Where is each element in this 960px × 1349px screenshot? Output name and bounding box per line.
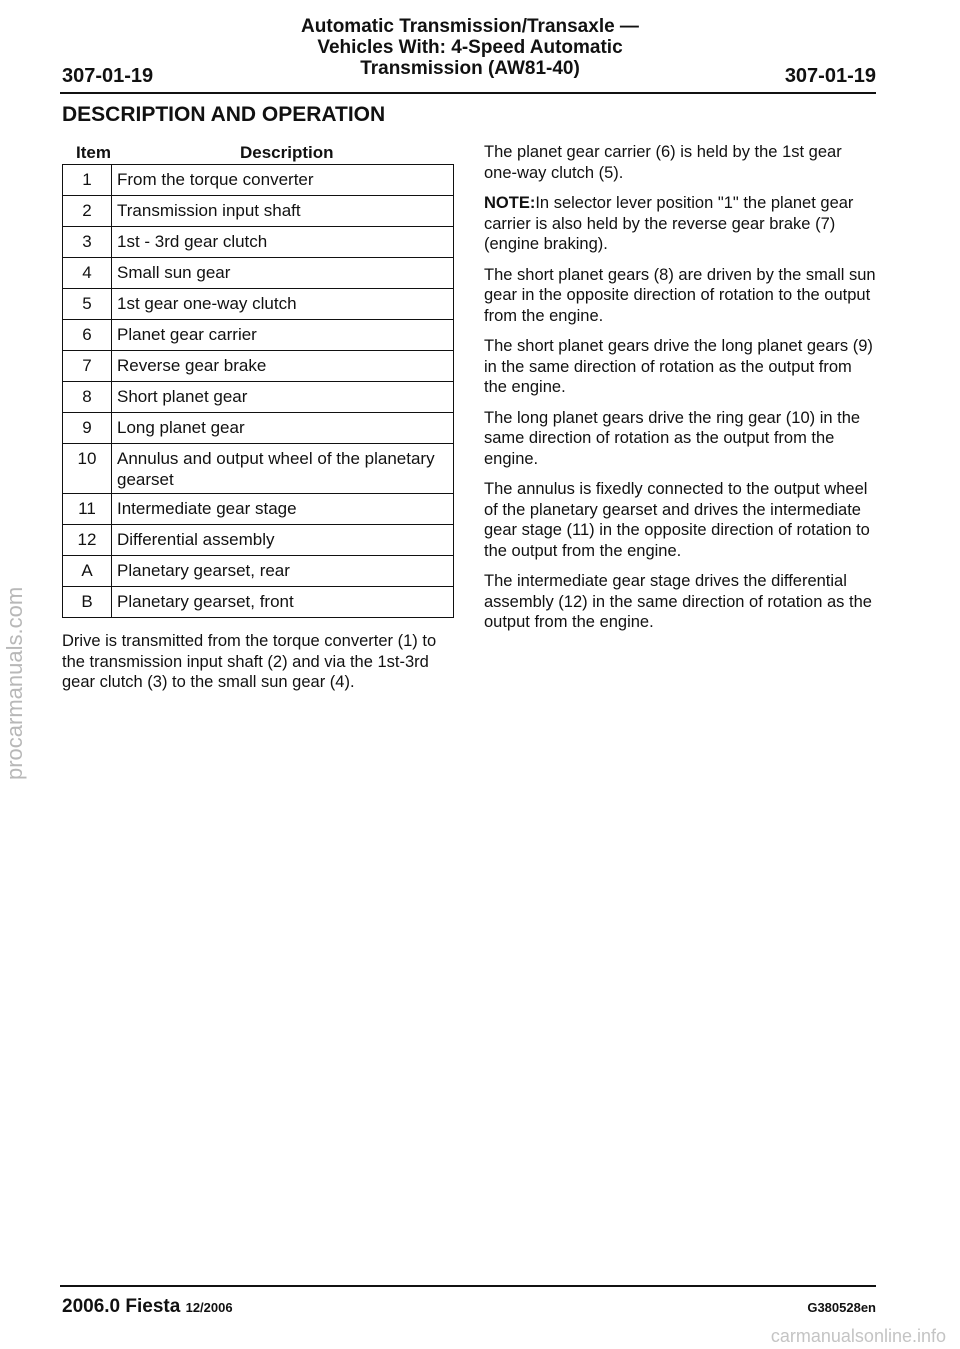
table-row bbox=[63, 227, 454, 258]
column-header-item: Item bbox=[76, 143, 111, 162]
title-line-3: Transmission (AW81-40) bbox=[360, 58, 580, 79]
item-description: Small sun gear bbox=[112, 258, 454, 289]
paragraph: The planet gear carrier (6) is held by the 1st gear one-way clutch (5). bbox=[484, 143, 842, 182]
item-number: B bbox=[63, 587, 112, 618]
right-column-text bbox=[484, 142, 876, 643]
item-number: 11 bbox=[63, 494, 112, 525]
table-row bbox=[63, 525, 454, 556]
item-description: Reverse gear brake bbox=[112, 351, 454, 382]
item-description: 1st gear one-way clutch bbox=[112, 289, 454, 320]
item-description: Short planet gear bbox=[112, 382, 454, 413]
title-line-1: Automatic Transmission/Transaxle — bbox=[301, 16, 639, 37]
table-row bbox=[63, 413, 454, 444]
table-row bbox=[63, 196, 454, 227]
item-description: From the torque converter bbox=[112, 165, 454, 196]
paragraph: The long planet gears drive the ring gear (10) in the same direction of rotation as the output from the engine. bbox=[484, 408, 861, 468]
footer-date: 12/2006 bbox=[185, 1300, 233, 1315]
header-divider bbox=[60, 92, 876, 94]
note-text: In selector lever position "1" the planet gear carrier is also held by the reverse gear brake (7) (engine braking). bbox=[484, 194, 854, 253]
drive-description-paragraph: Drive is transmitted from the torque converter (1) to the transmission input shaft (2) and via the 1st-3rd gear clutch (3) to the small sun gear (4). bbox=[62, 632, 437, 691]
table-row bbox=[63, 289, 454, 320]
item-description: Differential assembly bbox=[112, 525, 454, 556]
item-number: 7 bbox=[63, 351, 112, 382]
table-row bbox=[63, 382, 454, 413]
item-description: Transmission input shaft bbox=[112, 196, 454, 227]
paragraph: The intermediate gear stage drives the differential assembly (12) in the same direction of rotation as the output from the engine. bbox=[484, 572, 872, 631]
item-number: 10 bbox=[63, 444, 112, 494]
items-table bbox=[62, 164, 454, 618]
paragraph: The annulus is fixedly connected to the output wheel of the planetary gearset and drives the intermediate gear stage (11) in the opposite direction of rotation to the output from the engine. bbox=[484, 480, 870, 560]
footer-doc-code: G380528en bbox=[807, 1300, 876, 1315]
item-number: 5 bbox=[63, 289, 112, 320]
item-description: Planetary gearset, rear bbox=[112, 556, 454, 587]
table-row bbox=[63, 351, 454, 382]
table-row bbox=[63, 556, 454, 587]
item-description: Planetary gearset, front bbox=[112, 587, 454, 618]
column-header-description: Description bbox=[240, 143, 334, 162]
section-title: DESCRIPTION AND OPERATION bbox=[62, 103, 386, 126]
item-description: 1st - 3rd gear clutch bbox=[112, 227, 454, 258]
side-watermark bbox=[2, 560, 32, 790]
document-title bbox=[200, 16, 740, 79]
side-watermark-text: procarmanuals.com bbox=[2, 586, 27, 780]
item-description: Intermediate gear stage bbox=[112, 494, 454, 525]
title-line-2: Vehicles With: 4-Speed Automatic bbox=[317, 37, 623, 58]
table-row bbox=[63, 320, 454, 351]
note-label: NOTE: bbox=[484, 194, 536, 212]
bottom-watermark: carmanualsonline.info bbox=[770, 1326, 946, 1346]
table-row bbox=[63, 494, 454, 525]
paragraph: The short planet gears drive the long planet gears (9) in the same direction of rotation as the output from the engine. bbox=[484, 337, 873, 396]
table-row bbox=[63, 587, 454, 618]
item-description: Long planet gear bbox=[112, 413, 454, 444]
page-code-right: 307-01-19 bbox=[784, 65, 876, 87]
item-number: 8 bbox=[63, 382, 112, 413]
item-number: 9 bbox=[63, 413, 112, 444]
note-paragraph bbox=[484, 193, 876, 255]
item-number: 12 bbox=[63, 525, 112, 556]
table-row bbox=[63, 165, 454, 196]
item-number: 1 bbox=[63, 165, 112, 196]
table-row bbox=[63, 444, 454, 494]
footer-model bbox=[62, 1296, 233, 1318]
item-number: 3 bbox=[63, 227, 112, 258]
item-description: Annulus and output wheel of the planetary gearset bbox=[112, 444, 454, 494]
table-row bbox=[63, 258, 454, 289]
page-code-left: 307-01-19 bbox=[62, 65, 154, 87]
item-number: 4 bbox=[63, 258, 112, 289]
footer-divider bbox=[60, 1285, 876, 1287]
item-number: 2 bbox=[63, 196, 112, 227]
item-number: 6 bbox=[63, 320, 112, 351]
footer-model-name: 2006.0 Fiesta bbox=[62, 1296, 181, 1317]
item-description: Planet gear carrier bbox=[112, 320, 454, 351]
item-number: A bbox=[63, 556, 112, 587]
paragraph: The short planet gears (8) are driven by the small sun gear in the opposite direction of rotation to the output from the engine. bbox=[484, 265, 876, 325]
